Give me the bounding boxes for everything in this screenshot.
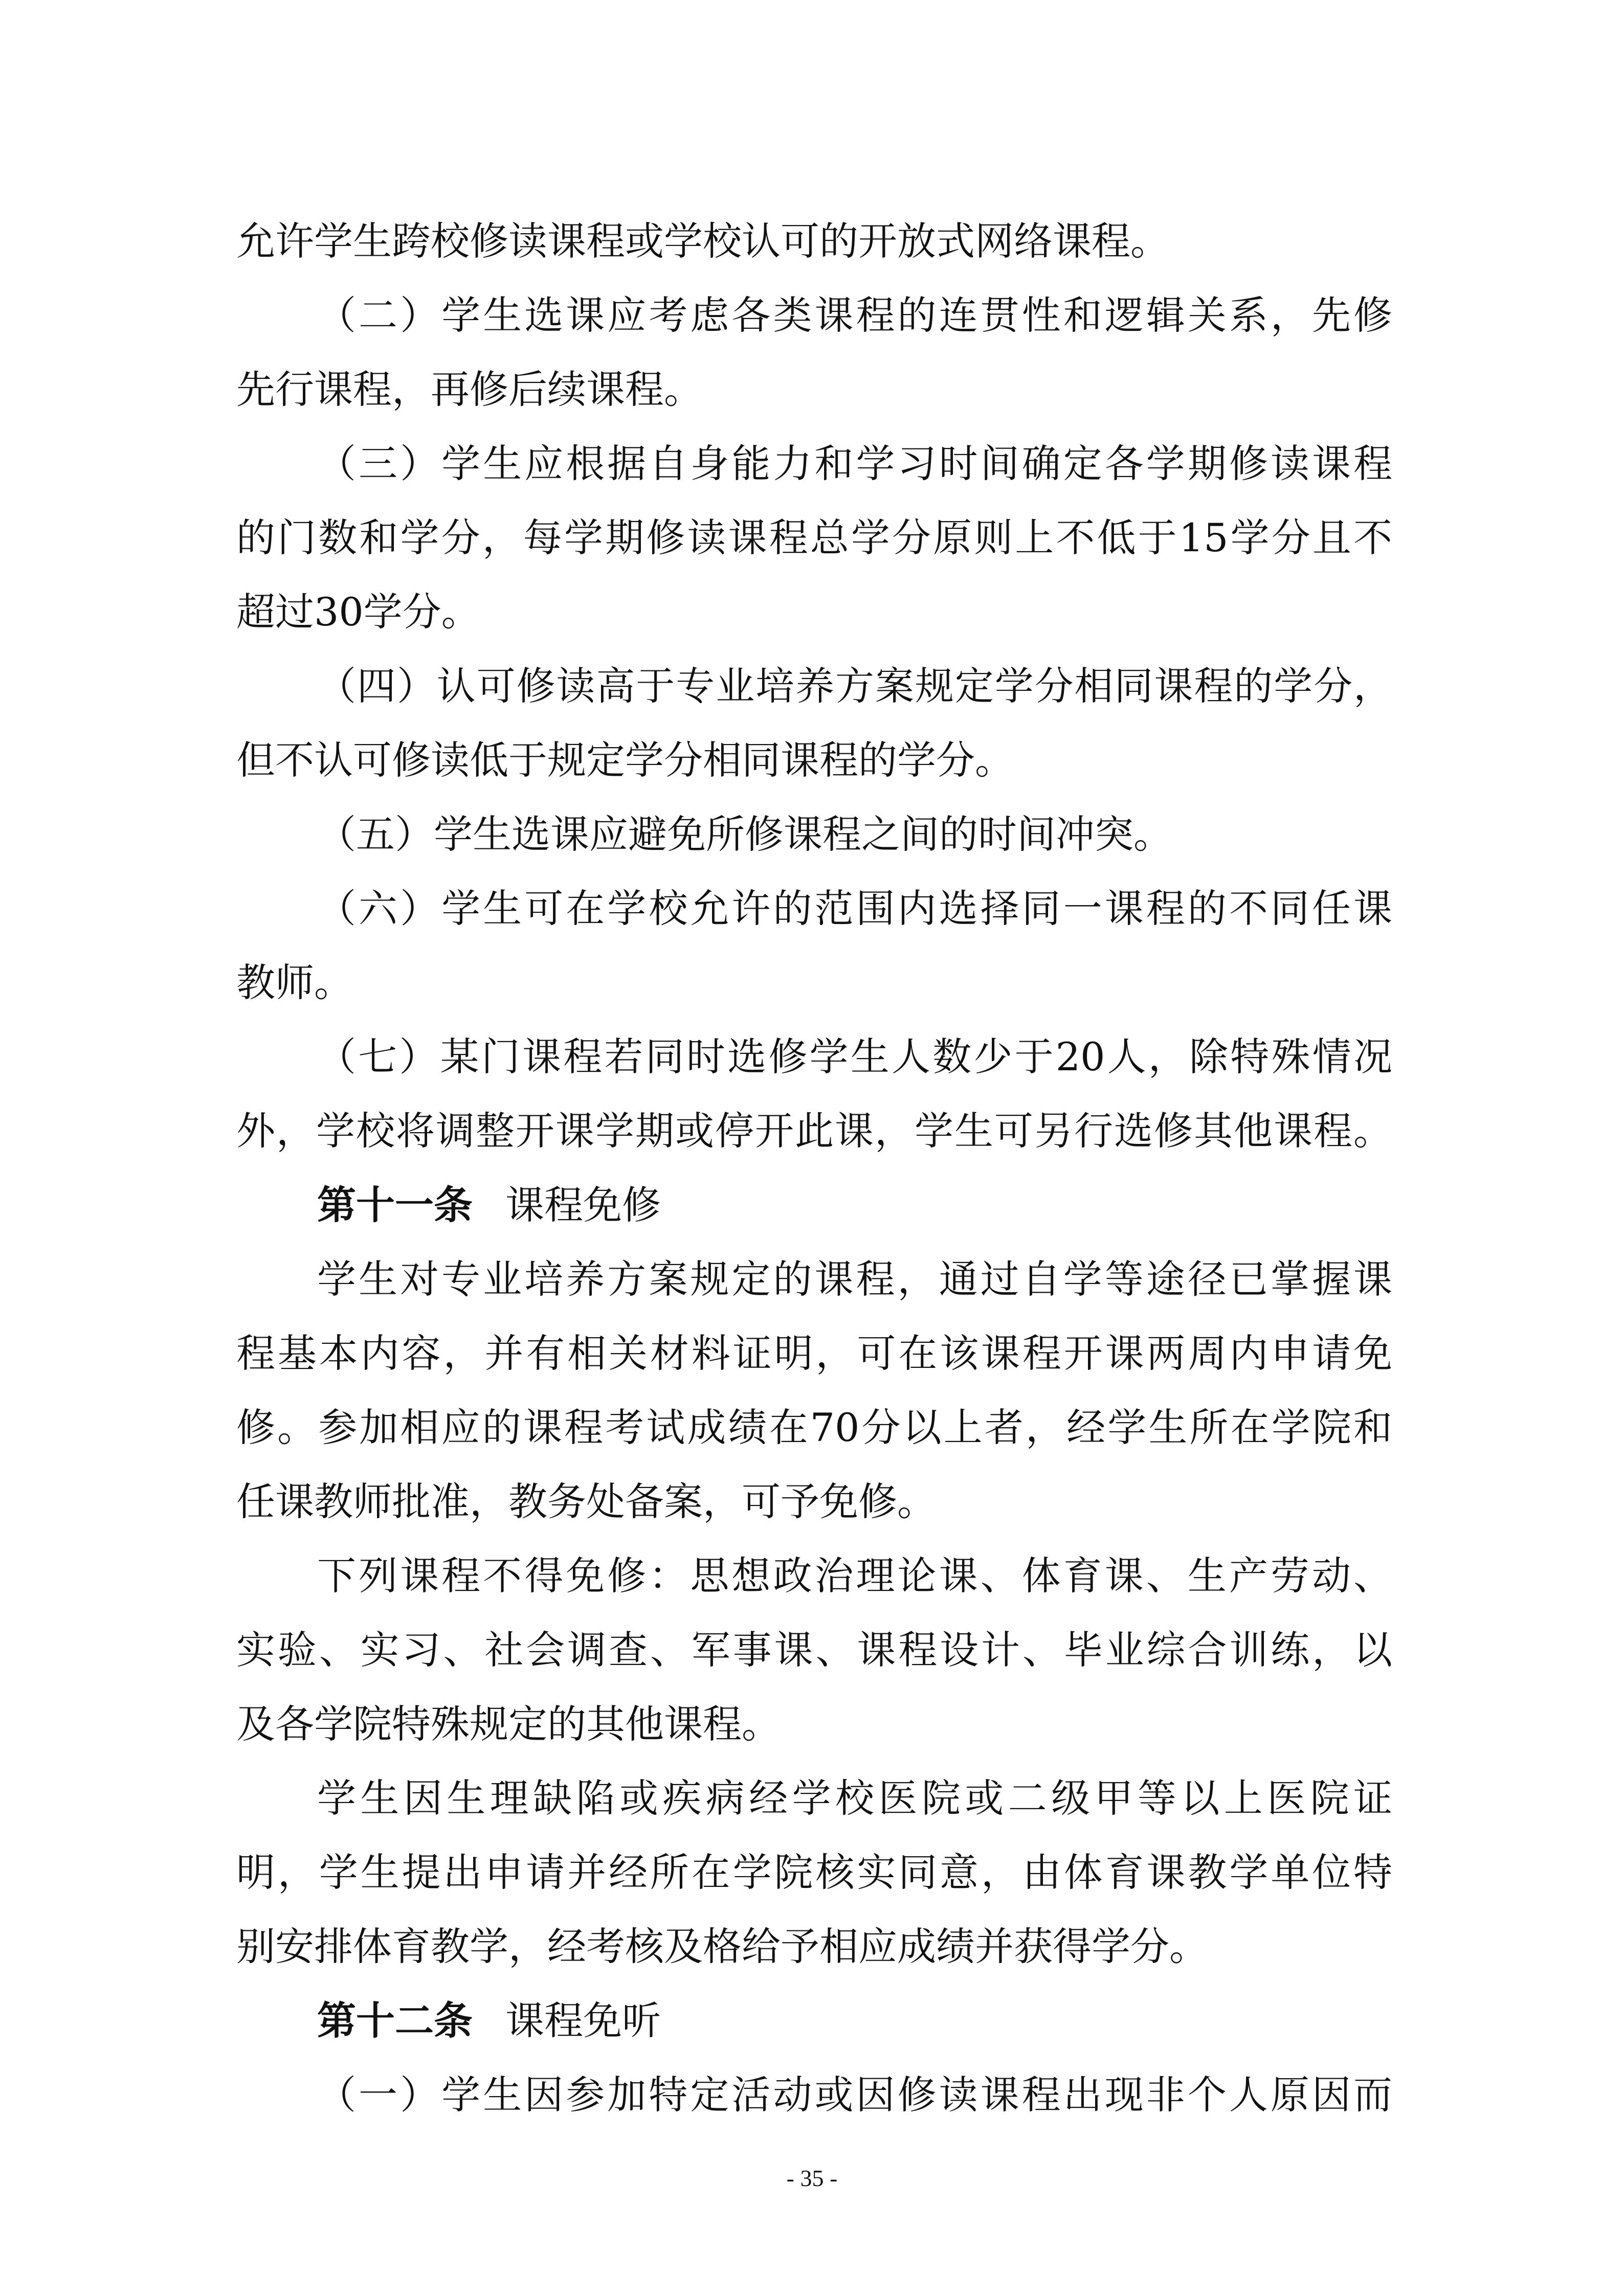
paragraph-line: 先行课程，再修后续课程。 [236,367,703,412]
paragraph-line: 下列课程不得免修：思想政治理论课、体育课、生产劳动、 [317,1553,1392,1599]
article-title: 课程免听 [505,1998,661,2043]
paragraph-line: 教师。 [236,960,353,1005]
article-number: 第十二条 [317,1998,473,2043]
page-number: - 35 - [786,2165,838,2191]
paragraph-line: （六）学生可在学校允许的范围内选择同一课程的不同任课 [317,886,1392,931]
paragraph-line: 但不认可修读低于规定学分相同课程的学分。 [236,737,1014,783]
paragraph-line: 超过30学分。 [236,589,480,635]
paragraph-line: 外，学校将调整开课学期或停开此课，学生可另行选修其他课程。 [236,1108,1392,1154]
paragraph-line: 明，学生提出申请并经所在学院核实同意，由体育课教学单位特 [236,1850,1392,1895]
paragraph-line: 别安排体育教学，经考核及格给予相应成绩并获得学分。 [236,1924,1208,1969]
paragraph-line: 学生对专业培养方案规定的课程，通过自学等途径已掌握课 [317,1256,1392,1302]
paragraph-line: （三）学生应根据自身能力和学习时间确定各学期修读课程 [317,441,1392,486]
paragraph-line: （二）学生选课应考虑各类课程的连贯性和逻辑关系，先修 [317,292,1392,338]
paragraph-line: （五）学生选课应避免所修课程之间的时间冲突。 [317,812,1172,857]
paragraph-line: 允许学生跨校修读课程或学校认可的开放式网络课程。 [236,218,1169,264]
article-number: 第十一条 [317,1182,473,1228]
paragraph-line: 学生因生理缺陷或疾病经学校医院或二级甲等以上医院证 [317,1775,1392,1821]
paragraph-line: 修。参加相应的课程考试成绩在70分以上者，经学生所在学院和 [236,1405,1392,1450]
paragraph-line: 实验、实习、社会调查、军事课、课程设计、毕业综合训练，以 [236,1627,1392,1673]
article-heading-12 [317,1990,1392,2052]
paragraph-line: 的门数和学分，每学期修读课程总学分原则上不低于15学分且不 [236,515,1392,560]
paragraph-line: 及各学院特殊规定的其他课程。 [236,1701,781,1747]
article-heading-11 [317,1175,1392,1236]
paragraph-line: （一）学生因参加特定活动或因修读课程出现非个人原因而 [317,2072,1392,2118]
paragraph-line: （七）某门课程若同时选修学生人数少于20人，除特殊情况 [317,1034,1392,1079]
paragraph-line: （四）认可修读高于专业培养方案规定学分相同课程的学分， [317,663,1392,709]
paragraph-line: 程基本内容，并有相关材料证明，可在该课程开课两周内申请免 [236,1331,1392,1376]
article-title: 课程免修 [505,1182,661,1228]
paragraph-line: 任课教师批准，教务处备案，可予免修。 [236,1479,936,1524]
